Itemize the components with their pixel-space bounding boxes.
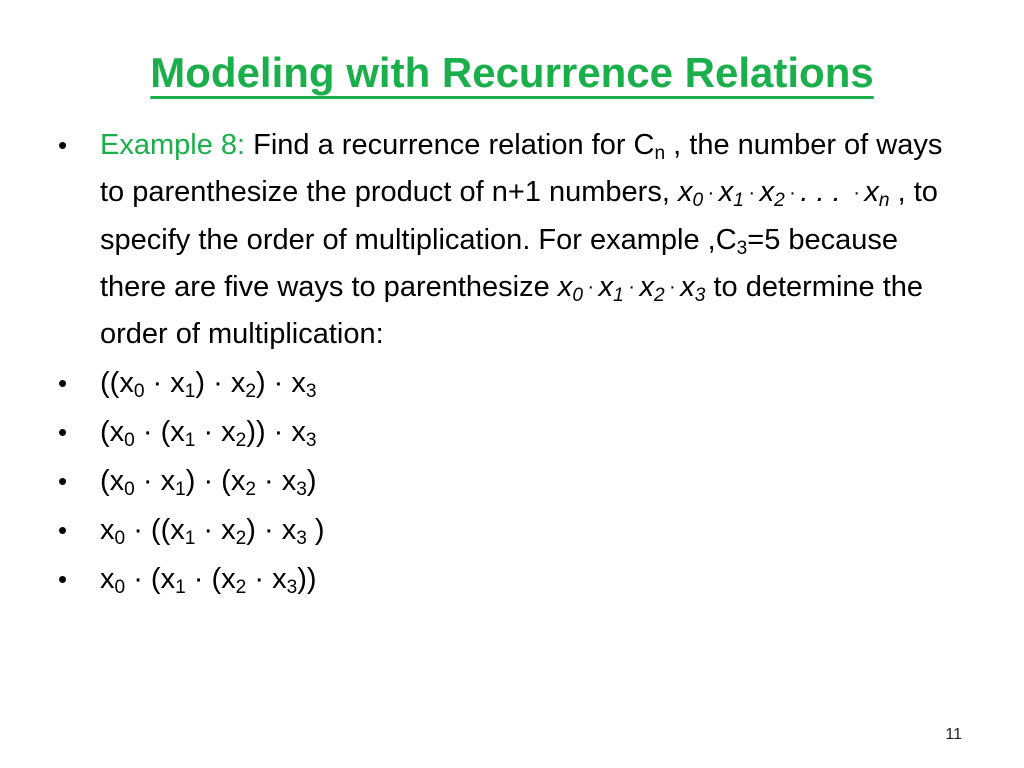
list-item xyxy=(58,409,958,456)
item-subscript: 0 xyxy=(124,429,135,451)
multiplication-dot: · xyxy=(789,181,796,204)
item-part: (x xyxy=(100,465,125,498)
item-subscript: 0 xyxy=(133,380,145,402)
list-item xyxy=(58,458,958,505)
item-part: ) xyxy=(306,514,325,547)
intro-part: , the number of ways to parenthesize the product of n+1 numbers, xyxy=(100,129,943,208)
slide-title xyxy=(0,44,1024,102)
expr-term: x xyxy=(864,176,879,208)
multiplication-dot: · xyxy=(707,181,715,204)
item-subscript: 1 xyxy=(184,527,196,549)
expr-subscript: 2 xyxy=(774,189,785,211)
expression-x0-to-x3 xyxy=(557,270,706,306)
parenthesization xyxy=(100,409,958,456)
bullet-dot: • xyxy=(58,130,68,160)
intro-subscript: 3 xyxy=(736,237,748,259)
item-part: ) xyxy=(306,465,317,498)
item-subscript: 3 xyxy=(305,429,317,451)
item-part: )) · x xyxy=(246,416,306,449)
multiplication-dot: · xyxy=(587,276,595,299)
item-part: · x xyxy=(195,514,236,547)
expr-term: x xyxy=(639,270,654,303)
multiplication-dot: · xyxy=(748,181,756,204)
intro-part: =5 because there are five ways to parenthesize xyxy=(100,223,899,303)
item-subscript: 2 xyxy=(235,576,247,598)
item-part: · x xyxy=(144,367,185,400)
item-subscript: 0 xyxy=(124,478,135,500)
expr-subscript: 1 xyxy=(613,284,624,306)
example-label: Example 8: xyxy=(100,129,246,161)
item-subscript: 0 xyxy=(114,527,126,549)
multiplication-dot: · xyxy=(853,181,860,204)
item-subscript: 1 xyxy=(184,380,196,402)
item-subscript: 3 xyxy=(296,478,307,500)
item-part: · (x xyxy=(125,563,176,596)
parenthesization xyxy=(100,360,958,407)
item-part: · (x xyxy=(185,563,236,596)
intro-part: to determine the order of multiplication: xyxy=(100,270,924,351)
item-part: ) · x xyxy=(195,367,246,400)
parenthesization xyxy=(100,507,958,554)
item-part: ) · (x xyxy=(185,465,246,498)
item-subscript: 2 xyxy=(235,527,247,549)
multiplication-dot: · xyxy=(628,276,635,299)
expr-ellipsis: . . . xyxy=(800,176,849,208)
item-subscript: 3 xyxy=(286,576,298,598)
expr-subscript: n xyxy=(878,189,890,211)
item-part: · ((x xyxy=(125,514,185,547)
item-subscript: 1 xyxy=(184,429,196,451)
expr-subscript: 0 xyxy=(692,189,704,211)
item-part: ) · x xyxy=(255,367,306,400)
expr-subscript: 3 xyxy=(694,284,706,306)
parenthesization xyxy=(100,458,958,505)
bullet-dot: • xyxy=(58,515,68,546)
item-subscript: 2 xyxy=(235,429,247,451)
item-subscript: 3 xyxy=(296,527,307,549)
item-part: · (x xyxy=(134,416,185,449)
expr-term: x xyxy=(718,176,734,208)
item-part: (x xyxy=(100,416,125,449)
item-subscript: 0 xyxy=(114,576,126,598)
expr-term: x xyxy=(557,270,573,303)
item-subscript: 3 xyxy=(305,380,317,402)
list-item xyxy=(58,556,958,603)
item-part: )) xyxy=(297,563,317,596)
bullet-dot: • xyxy=(58,466,68,497)
expr-term: x xyxy=(759,176,775,208)
page-number: 11 xyxy=(945,726,962,743)
slide-content xyxy=(58,122,958,603)
item-part: ) · x xyxy=(246,514,297,547)
list-item xyxy=(58,360,958,407)
item-part: · x xyxy=(195,416,236,449)
bullet-dot: • xyxy=(58,417,68,448)
expr-subscript: 2 xyxy=(653,284,665,306)
expr-subscript: 1 xyxy=(733,189,744,211)
list-item xyxy=(58,507,958,554)
example-bullet xyxy=(58,122,958,358)
expression-x0-to-xn xyxy=(677,176,890,211)
example-paragraph xyxy=(100,122,958,358)
item-part: · x xyxy=(255,465,297,498)
item-part: x xyxy=(100,563,115,596)
item-part: · x xyxy=(246,563,287,596)
item-part: x xyxy=(100,514,115,547)
item-subscript: 2 xyxy=(245,380,256,402)
item-subscript: 1 xyxy=(175,478,186,500)
expr-subscript: 0 xyxy=(572,284,583,306)
item-subscript: 2 xyxy=(245,478,256,500)
intro-part: , to specify the order of multiplication. For example ,C xyxy=(100,176,938,256)
bullet-dot: • xyxy=(58,564,68,595)
expr-term: x xyxy=(598,270,614,303)
item-subscript: 1 xyxy=(175,576,186,598)
multiplication-dot: · xyxy=(669,276,676,299)
item-part: ((x xyxy=(100,367,134,400)
item-part: · x xyxy=(134,465,176,498)
intro-subscript: n xyxy=(654,142,666,164)
parenthesization xyxy=(100,556,958,603)
slide-title-text: Modeling with Recurrence Relations xyxy=(150,49,874,96)
intro-part: Find a recurrence relation for C xyxy=(245,129,655,161)
expr-term: x xyxy=(680,270,695,303)
expr-term: x xyxy=(677,176,693,208)
bullet-dot: • xyxy=(58,368,68,399)
